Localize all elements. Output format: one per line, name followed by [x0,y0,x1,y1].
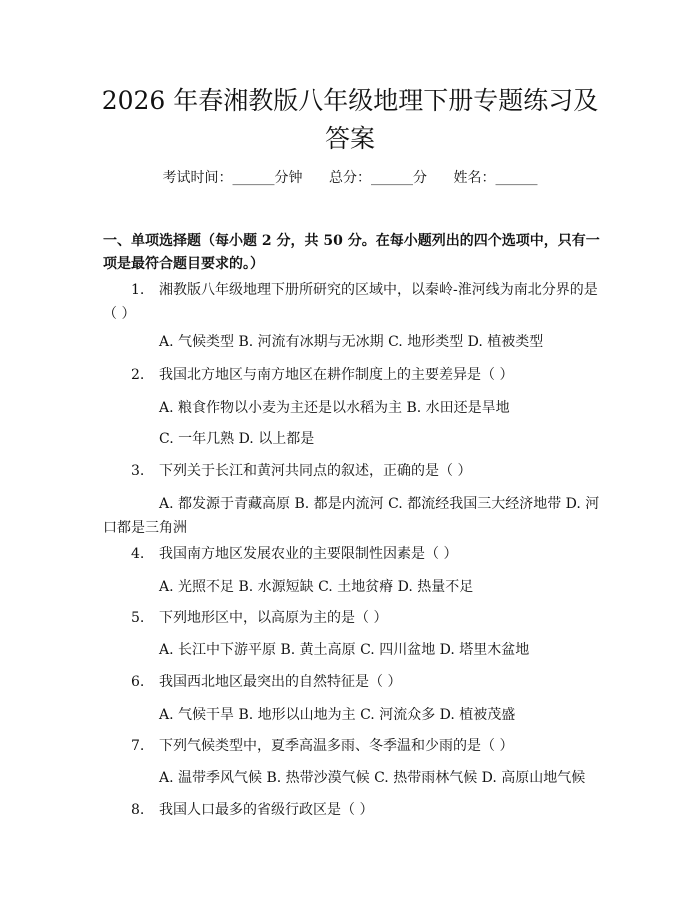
question-5 [103,606,600,630]
question-2 [103,363,600,387]
question-number: 4. [131,546,145,562]
question-text: 下列关于长江和黄河共同点的叙述，正确的是（ ） [159,463,472,479]
question-1-options [103,330,600,354]
question-4 [103,542,600,566]
question-text: 湘教版八年级地理下册所研究的区域中，以秦岭-淮河线为南北分界的是（ ） [103,282,598,322]
exam-info-row [0,168,700,188]
question-7 [103,734,600,758]
question-4-options [103,575,600,599]
question-3 [103,459,600,483]
question-2-options-line-2 [103,427,600,451]
question-text: 下列地形区中，以高原为主的是（ ） [159,610,388,626]
title-line-2: 答案 [324,124,375,153]
question-7-options [103,766,600,790]
question-3-options [103,492,600,540]
question-text: 我国北方地区与南方地区在耕作制度上的主要差异是（ ） [159,367,514,383]
option-line: A. 气候类型 B. 河流有冰期与无冰期 C. 地形类型 D. 植被类型 [159,334,544,350]
option-line: A. 都发源于青藏高原 B. 都是内流河 C. 都流经我国三大经济地带 D. 河口都是三角洲 [103,496,600,536]
question-text: 下列气候类型中，夏季高温多雨、冬季温和少雨的是（ ） [159,738,514,754]
question-number: 3. [131,463,145,479]
option-line: A. 气候干旱 B. 地形以山地为主 C. 河流众多 D. 植被茂盛 [159,707,516,723]
question-number: 5. [131,610,145,626]
question-number: 1. [131,282,145,298]
total-score-field: 总分：______分 [329,170,427,186]
question-text: 我国西北地区最突出的自然特征是（ ） [159,674,402,690]
question-1 [103,278,600,326]
student-name-field: 姓名：______ [453,170,538,186]
option-line: A. 长江中下游平原 B. 黄土高原 C. 四川盆地 D. 塔里木盆地 [159,642,530,658]
section-heading: 一、单项选择题（每小题 2 分，共 50 分。在每小题列出的四个选项中，只有一项是最符合题目要求的。） [103,233,600,272]
option-line: A. 温带季风气候 B. 热带沙漠气候 C. 热带雨林气候 D. 高原山地气候 [159,770,586,786]
question-6-options [103,703,600,727]
option-line: A. 粮食作物以小麦为主还是以水稻为主 B. 水田还是旱地 [159,400,510,416]
question-text: 我国南方地区发展农业的主要限制性因素是（ ） [159,546,458,562]
question-8 [103,798,600,822]
question-number: 2. [131,367,145,383]
option-line: C. 一年几熟 D. 以上都是 [159,431,315,447]
question-5-options [103,638,600,662]
question-number: 8. [131,802,145,818]
question-6 [103,670,600,694]
exam-time-field: 考试时间：______分钟 [162,170,303,186]
document-title [90,82,610,158]
question-2-options-line-1 [103,396,600,420]
question-number: 6. [131,674,145,690]
title-line-1: 2026 年春湘教版八年级地理下册专题练习及 [101,86,599,115]
question-text: 我国人口最多的省级行政区是（ ） [159,802,374,818]
option-line: A. 光照不足 B. 水源短缺 C. 土地贫瘠 D. 热量不足 [159,579,474,595]
question-number: 7. [131,738,145,754]
